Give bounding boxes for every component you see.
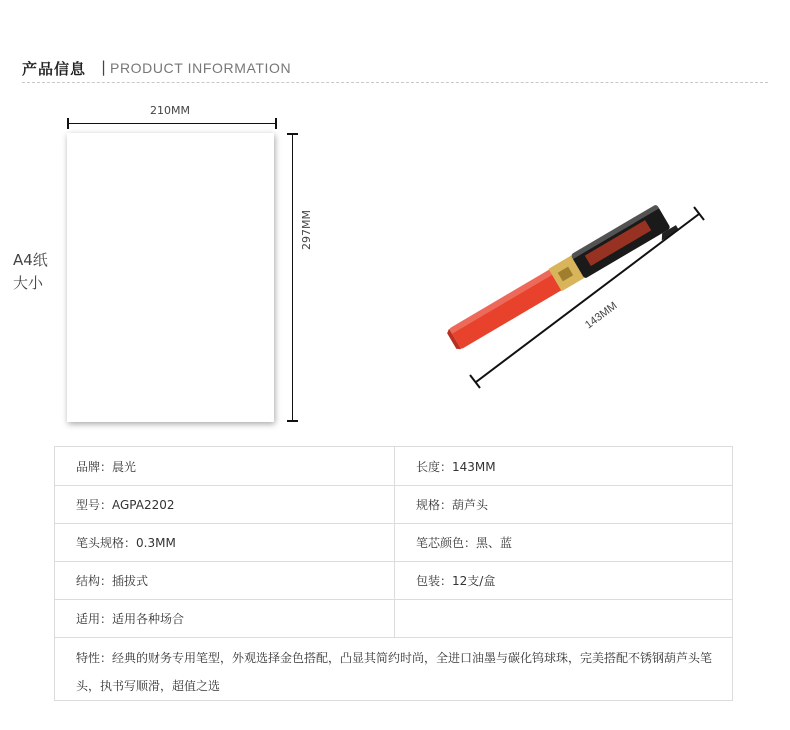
table-row [55, 600, 733, 638]
spec-brand: 品牌：晨光 [55, 447, 395, 486]
spec-usage: 适用：适用各种场合 [55, 600, 395, 638]
paper-width-label: 210MM [150, 104, 190, 117]
table-row [55, 562, 733, 600]
table-row [55, 524, 733, 562]
pen-length-label: 143MM [582, 299, 620, 332]
spec-features: 特性：经典的财务专用笔型，外观选择金色搭配，凸显其简约时尚，全进口油墨与碳化钨球珠，完美搭配不锈钢葫芦头笔头，执书写顺滑，超值之选 [55, 638, 733, 701]
table-row [55, 486, 733, 524]
table-row [55, 447, 733, 486]
pen [445, 201, 679, 358]
width-dimension-tick-right [275, 118, 277, 129]
a4-paper-illustration [67, 133, 274, 422]
height-dimension-line [292, 133, 293, 422]
section-title-en: PRODUCT INFORMATION [110, 60, 292, 76]
height-dimension-tick-top [287, 133, 298, 135]
spec-length: 长度：143MM [395, 447, 733, 486]
width-dimension-line [67, 123, 276, 124]
spec-type: 规格：葫芦头 [395, 486, 733, 524]
spec-structure: 结构：插拔式 [55, 562, 395, 600]
spec-table [54, 446, 733, 701]
spec-empty-cell [395, 600, 733, 638]
spec-packaging: 包装：12支/盒 [395, 562, 733, 600]
title-separator: | [101, 58, 107, 76]
paper-name-line1: A4纸 [13, 251, 48, 269]
paper-name-line2: 大小 [13, 274, 44, 292]
paper-size-label [13, 249, 48, 295]
table-row [55, 638, 733, 701]
pen-length-tick-right [694, 207, 704, 220]
height-dimension-tick-bottom [287, 420, 298, 422]
paper-height-label: 297MM [300, 210, 313, 250]
pen-body [449, 266, 568, 350]
width-dimension-tick-left [67, 118, 69, 129]
header-divider [22, 82, 768, 83]
section-title-cn: 产品信息 [22, 60, 87, 78]
spec-model: 型号：AGPA2202 [55, 486, 395, 524]
pen-length-tick-left [470, 375, 480, 388]
pen-illustration [430, 170, 720, 400]
spec-ink-color: 笔芯颜色：黑、蓝 [395, 524, 733, 562]
spec-tip-size: 笔头规格：0.3MM [55, 524, 395, 562]
